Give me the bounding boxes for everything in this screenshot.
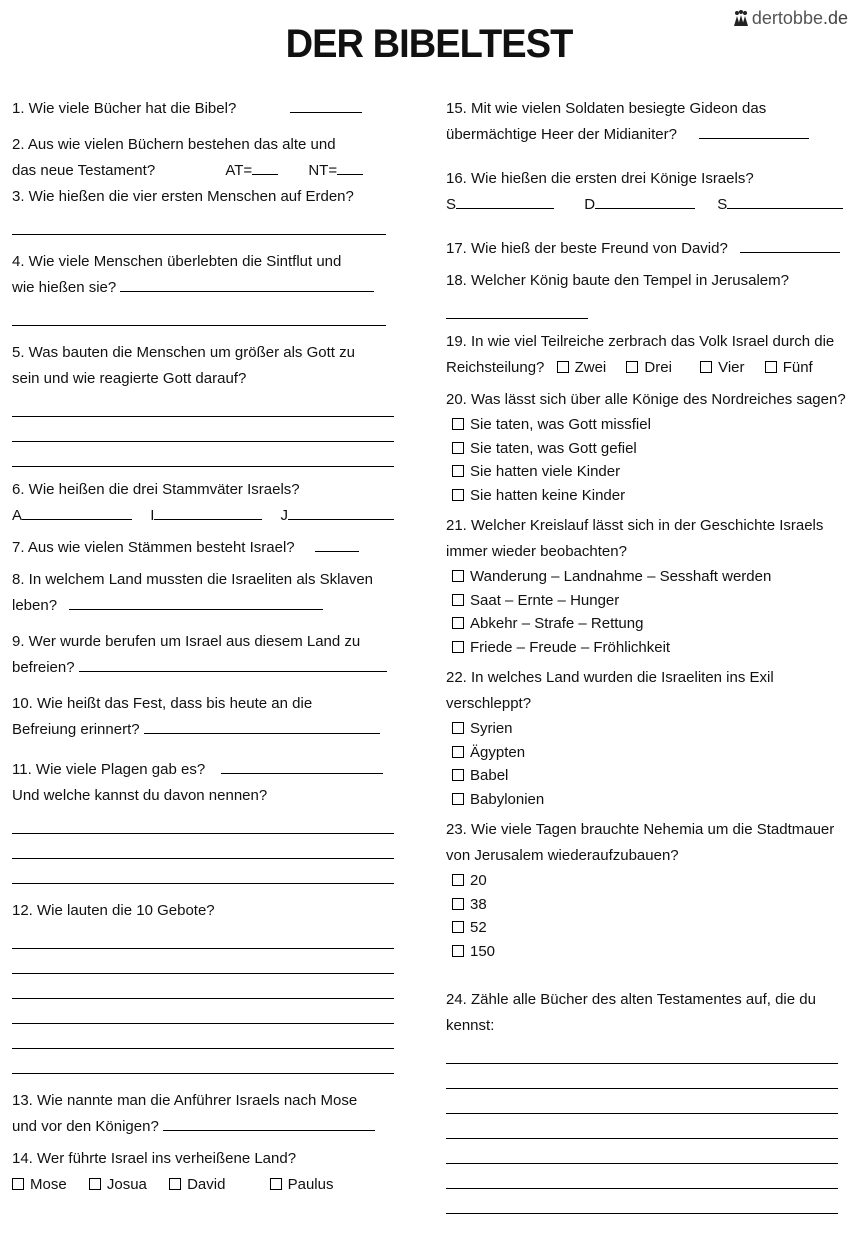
checkbox[interactable] xyxy=(12,1178,24,1190)
option[interactable]: Sie taten, was Gott gefiel xyxy=(446,437,846,461)
left-column xyxy=(12,96,402,1198)
question-18: 18. Welcher König baute den Tempel in Jerusalem? xyxy=(446,272,789,289)
checkbox[interactable] xyxy=(169,1178,181,1190)
checkbox[interactable] xyxy=(700,361,712,373)
checkbox[interactable] xyxy=(452,921,464,933)
checkbox[interactable] xyxy=(452,793,464,805)
answer-line[interactable] xyxy=(12,974,394,999)
page-title: DER BIBELTEST xyxy=(285,22,573,66)
answer-blank[interactable] xyxy=(290,98,362,113)
option[interactable]: Syrien xyxy=(446,717,846,741)
question-17: 17. Wie hieß der beste Freund von David? xyxy=(446,236,846,262)
question-15: 15. Mit wie vielen Soldaten besiegte Gideon das übermächtige Heer der Midianiter? xyxy=(446,96,846,148)
option[interactable]: Babel xyxy=(446,764,846,788)
answer-blank-nt[interactable] xyxy=(337,160,363,175)
checkbox[interactable] xyxy=(89,1178,101,1190)
option-drei[interactable]: Drei xyxy=(626,359,672,376)
answer-blank[interactable] xyxy=(22,505,132,520)
checkbox[interactable] xyxy=(452,617,464,629)
option-josua[interactable]: Josua xyxy=(89,1176,147,1193)
option-mose[interactable]: Mose xyxy=(12,1176,67,1193)
answer-line[interactable] xyxy=(12,999,394,1024)
answer-blank[interactable] xyxy=(315,537,359,552)
answer-line[interactable] xyxy=(12,1024,394,1049)
question-16: 16. Wie hießen die ersten drei Könige Israels? xyxy=(446,170,754,187)
checkbox[interactable] xyxy=(626,361,638,373)
answer-line[interactable] xyxy=(446,1139,838,1164)
option-david[interactable]: David xyxy=(169,1176,225,1193)
checkbox[interactable] xyxy=(452,418,464,430)
option[interactable]: Abkehr – Strafe – Rettung xyxy=(446,612,846,636)
checkbox[interactable] xyxy=(270,1178,282,1190)
answer-blank[interactable] xyxy=(727,194,843,209)
answer-line[interactable] xyxy=(12,924,394,949)
question-21: 21. Welcher Kreislauf lässt sich in der Geschichte Israels immer wieder beobachten? xyxy=(446,517,824,560)
checkbox[interactable] xyxy=(452,594,464,606)
option[interactable]: Sie hatten viele Kinder xyxy=(446,460,846,484)
option[interactable]: 52 xyxy=(446,916,846,940)
option-vier[interactable]: Vier xyxy=(700,359,744,376)
question-2: 2. Aus wie vielen Büchern bestehen das alte und das neue Testament? AT= NT= xyxy=(12,132,402,184)
answer-line[interactable] xyxy=(12,834,394,859)
option[interactable]: Sie hatten keine Kinder xyxy=(446,484,846,508)
question-9: 9. Wer wurde berufen um Israel aus diesem Land zu befreien? xyxy=(12,629,402,681)
answer-line[interactable] xyxy=(446,1114,838,1139)
question-16-answers: S D S xyxy=(446,192,846,218)
option[interactable]: Friede – Freude – Fröhlichkeit xyxy=(446,636,846,660)
brand-name: dertobbe xyxy=(751,8,823,28)
checkbox[interactable] xyxy=(452,570,464,582)
question-19: 19. In wie viel Teilreiche zerbrach das Volk Israel durch die Reichsteilung? Zwei Drei Vier Fünf xyxy=(446,333,835,376)
question-22: 22. In welches Land wurden die Israeliten ins Exil verschleppt? xyxy=(446,669,774,712)
answer-line[interactable] xyxy=(446,1189,838,1214)
question-20: 20. Was lässt sich über alle Könige des Nordreiches sagen? xyxy=(446,391,846,408)
answer-line[interactable] xyxy=(12,809,394,834)
answer-line[interactable] xyxy=(446,1064,838,1089)
option[interactable]: Sie taten, was Gott missfiel xyxy=(446,413,846,437)
right-column xyxy=(446,96,846,1214)
answer-blank-at[interactable] xyxy=(252,160,278,175)
answer-line[interactable] xyxy=(12,949,394,974)
question-13: 13. Wie nannte man die Anführer Israels nach Mose und vor den Königen? xyxy=(12,1088,402,1140)
answer-line[interactable] xyxy=(12,210,386,235)
answer-line[interactable] xyxy=(12,859,394,884)
checkbox[interactable] xyxy=(452,442,464,454)
question-14: 14. Wer führte Israel ins verheißene Land? xyxy=(12,1150,297,1167)
answer-line[interactable] xyxy=(12,392,394,417)
question-12: 12. Wie lauten die 10 Gebote? xyxy=(12,902,215,919)
checkbox[interactable] xyxy=(452,641,464,653)
answer-line[interactable] xyxy=(12,301,386,326)
answer-blank[interactable] xyxy=(120,277,374,292)
answer-blank[interactable] xyxy=(456,194,554,209)
option-zwei[interactable]: Zwei xyxy=(557,359,607,376)
checkbox[interactable] xyxy=(452,465,464,477)
question-11: 11. Wie viele Plagen gab es? Und welche kannst du davon nennen? xyxy=(12,757,402,809)
question-8: 8. In welchem Land mussten die Israeliten als Sklaven leben? xyxy=(12,571,374,614)
option[interactable]: 38 xyxy=(446,893,846,917)
answer-blank[interactable] xyxy=(154,505,262,520)
option-paulus[interactable]: Paulus xyxy=(270,1176,334,1193)
answer-blank[interactable] xyxy=(144,719,380,734)
checkbox[interactable] xyxy=(452,945,464,957)
option[interactable]: Saat – Ernte – Hunger xyxy=(446,589,846,613)
brand-tld: .de xyxy=(822,8,848,28)
question-5: 5. Was bauten die Menschen um größer als Gott zu sein und wie reagierte Gott darauf? xyxy=(12,344,355,387)
answer-line[interactable] xyxy=(446,1089,838,1114)
checkbox[interactable] xyxy=(557,361,569,373)
option[interactable]: Wanderung – Landnahme – Sesshaft werden xyxy=(446,565,846,589)
answer-line[interactable] xyxy=(446,1039,838,1064)
answer-line[interactable] xyxy=(12,417,394,442)
question-6: 6. Wie heißen die drei Stammväter Israels? xyxy=(12,481,300,498)
answer-blank[interactable] xyxy=(69,595,323,610)
question-23: 23. Wie viele Tagen brauchte Nehemia um die Stadtmauer von Jerusalem wiederaufzubauen? xyxy=(446,821,835,864)
answer-blank[interactable] xyxy=(595,194,695,209)
answer-blank[interactable] xyxy=(288,505,394,520)
answer-blank[interactable] xyxy=(221,759,383,774)
option[interactable]: 20 xyxy=(446,869,846,893)
answer-line[interactable] xyxy=(12,442,394,467)
answer-line[interactable] xyxy=(446,294,588,319)
question-14-options xyxy=(12,1172,402,1198)
checkbox[interactable] xyxy=(452,722,464,734)
checkbox[interactable] xyxy=(452,898,464,910)
question-4: 4. Wie viele Menschen überlebten die Sintflut und wie hießen sie? xyxy=(12,249,402,301)
question-7: 7. Aus wie vielen Stämmen besteht Israel? xyxy=(12,535,402,561)
option-fuenf[interactable]: Fünf xyxy=(765,359,813,376)
checkbox[interactable] xyxy=(452,769,464,781)
question-1: 1. Wie viele Bücher hat die Bibel? xyxy=(12,96,402,122)
checkbox[interactable] xyxy=(452,874,464,886)
option[interactable]: Babylonien xyxy=(446,788,846,812)
question-3: 3. Wie hießen die vier ersten Menschen auf Erden? xyxy=(12,188,354,205)
answer-blank[interactable] xyxy=(699,124,809,139)
answer-blank[interactable] xyxy=(163,1116,375,1131)
answer-line[interactable] xyxy=(446,1164,838,1189)
checkbox[interactable] xyxy=(452,746,464,758)
question-6-answers: A I J xyxy=(12,503,402,529)
answer-blank[interactable] xyxy=(79,657,387,672)
answer-blank[interactable] xyxy=(740,238,840,253)
question-24: 24. Zähle alle Bücher des alten Testamentes auf, die du kennst: xyxy=(446,991,816,1034)
option[interactable]: 150 xyxy=(446,940,846,964)
checkbox[interactable] xyxy=(452,489,464,501)
answer-line[interactable] xyxy=(12,1049,394,1074)
question-10: 10. Wie heißt das Fest, dass bis heute an die Befreiung erinnert? xyxy=(12,691,402,743)
option[interactable]: Ägypten xyxy=(446,741,846,765)
checkbox[interactable] xyxy=(765,361,777,373)
